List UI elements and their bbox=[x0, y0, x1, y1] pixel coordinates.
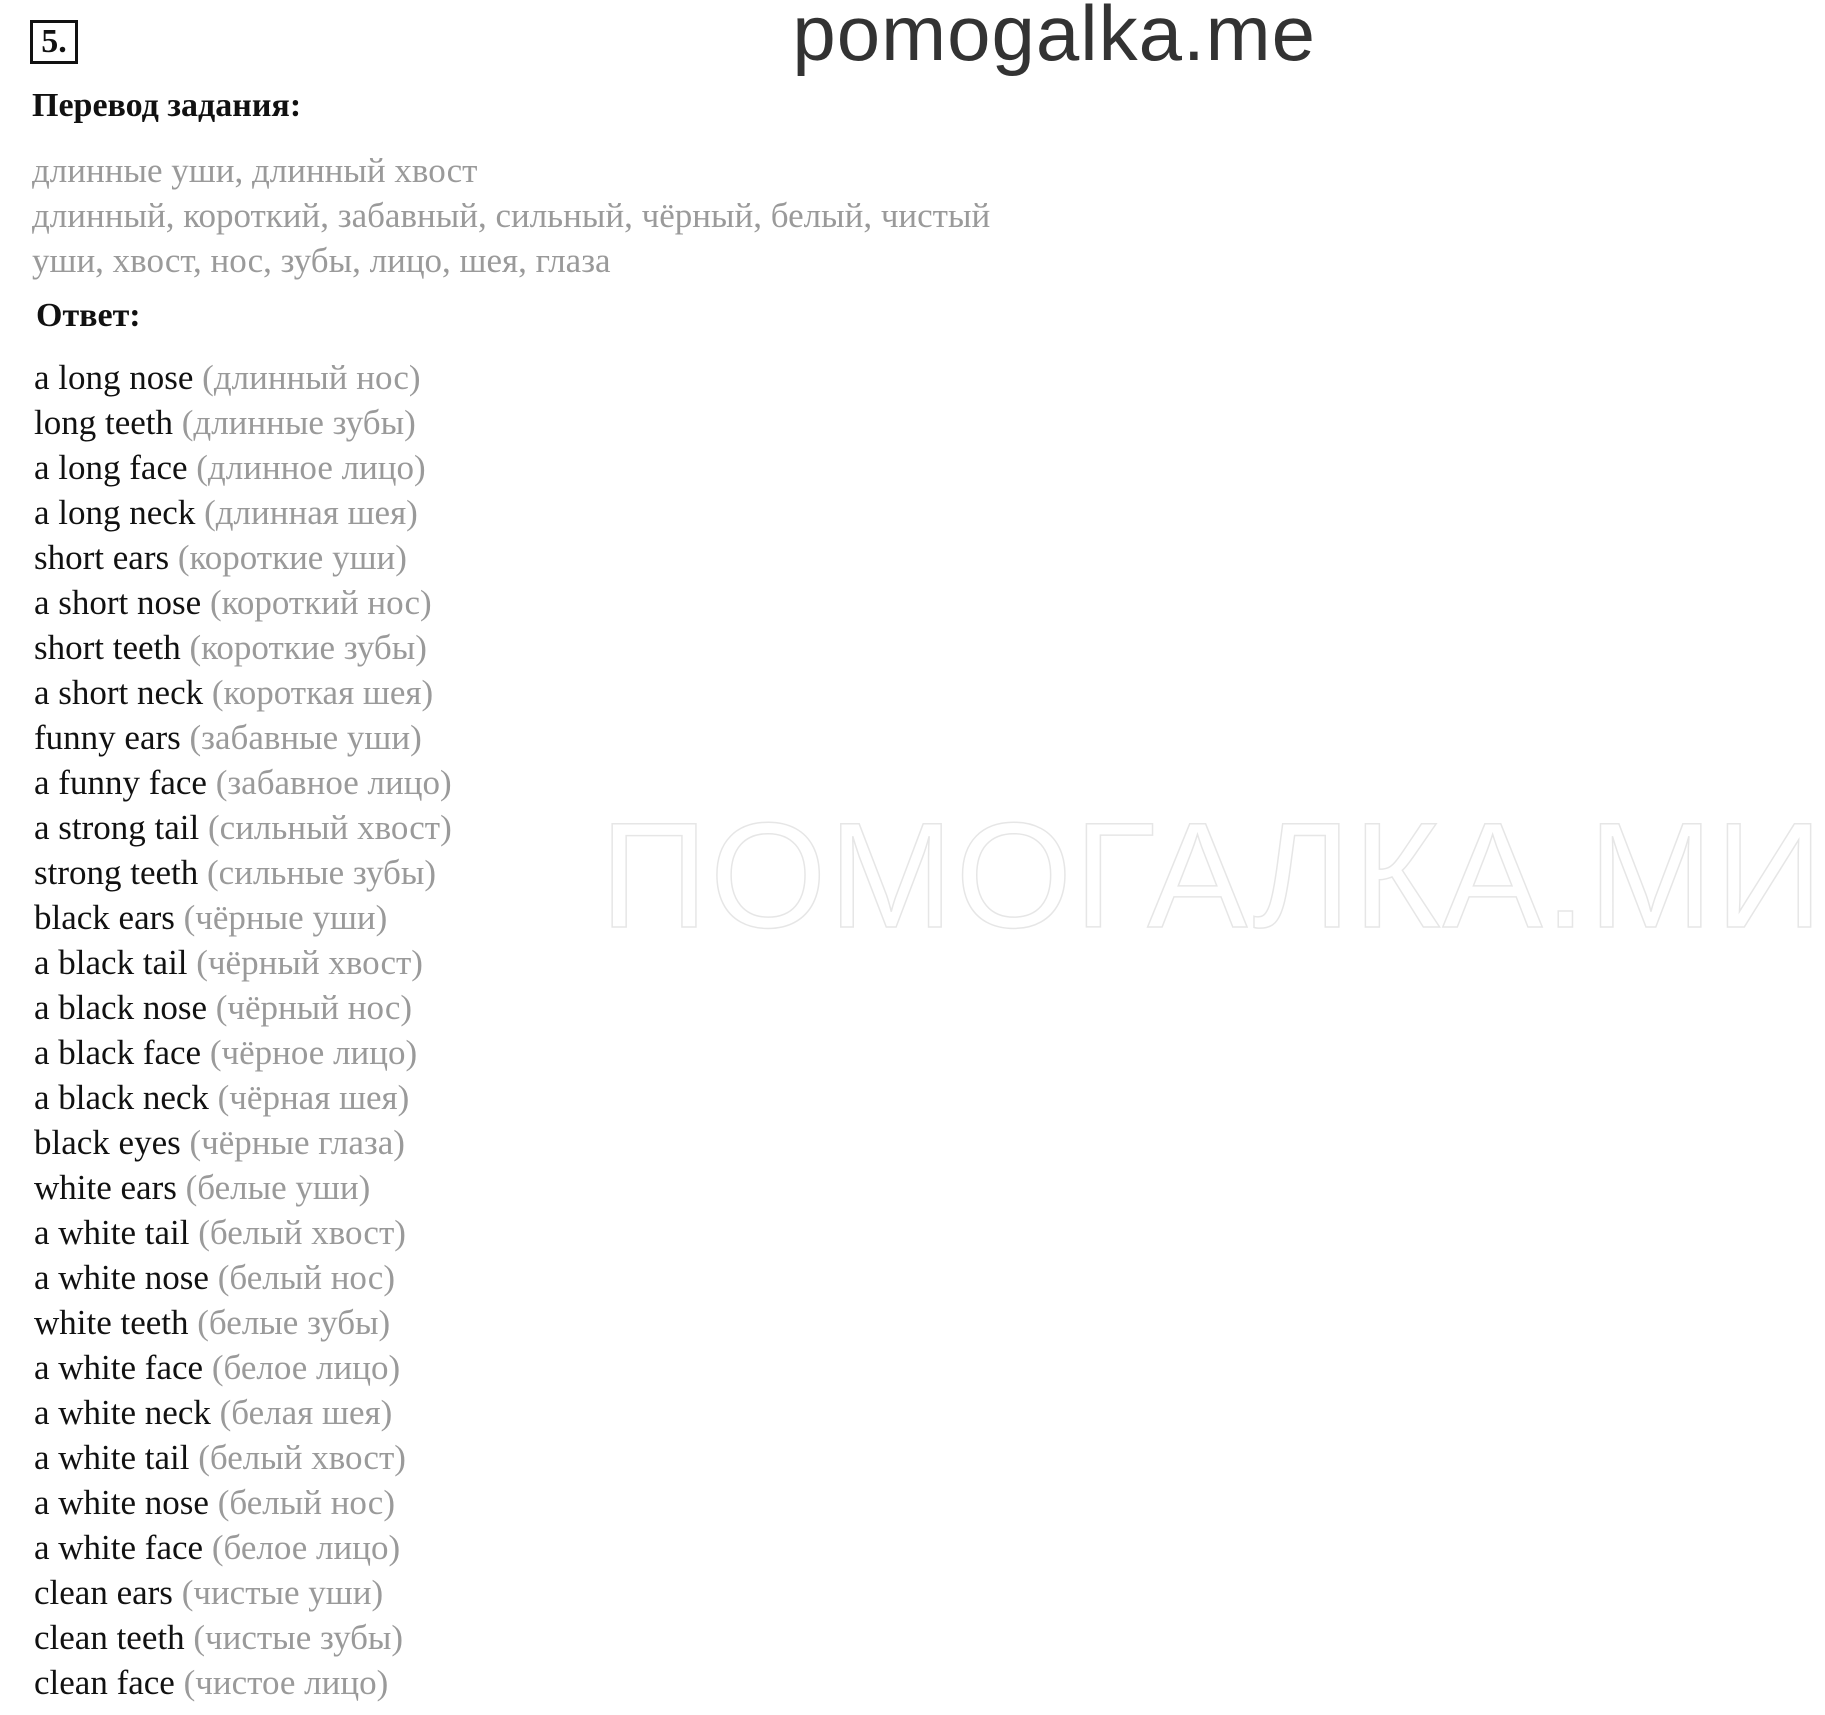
answer-russian: (длинное лицо) bbox=[196, 448, 426, 487]
answer-row bbox=[34, 805, 452, 850]
answer-list bbox=[34, 355, 452, 1705]
watermark: ПОМОГАЛКА.МИ bbox=[600, 791, 1825, 959]
answer-english: clean teeth bbox=[34, 1618, 185, 1657]
answer-russian: (белые зубы) bbox=[197, 1303, 391, 1342]
answer-row bbox=[34, 1210, 452, 1255]
answer-russian: (чистые зубы) bbox=[193, 1618, 404, 1657]
answer-russian: (короткая шея) bbox=[211, 673, 434, 712]
translation-line: уши, хвост, нос, зубы, лицо, шея, глаза bbox=[32, 241, 611, 280]
answer-english: a short nose bbox=[34, 583, 202, 622]
answer-row bbox=[34, 1165, 452, 1210]
answer-russian: (белое лицо) bbox=[211, 1348, 401, 1387]
translation-block bbox=[32, 148, 990, 283]
answer-row bbox=[34, 940, 452, 985]
task-number-box: 5. bbox=[30, 20, 78, 64]
answer-row bbox=[34, 1120, 452, 1165]
answer-russian: (забавные уши) bbox=[189, 718, 422, 757]
answer-english: clean face bbox=[34, 1663, 175, 1702]
answer-row bbox=[34, 445, 452, 490]
answer-english: funny ears bbox=[34, 718, 181, 757]
answer-english: a short neck bbox=[34, 673, 204, 712]
answer-english: white ears bbox=[34, 1168, 177, 1207]
answer-row bbox=[34, 625, 452, 670]
answer-english: a white nose bbox=[34, 1483, 209, 1522]
answer-english: strong teeth bbox=[34, 853, 199, 892]
answer-english: a black neck bbox=[34, 1078, 209, 1117]
translation-line: длинные уши, длинный хвост bbox=[32, 151, 478, 190]
answer-russian: (короткие зубы) bbox=[189, 628, 427, 667]
answer-row bbox=[34, 1525, 452, 1570]
answer-row bbox=[34, 1660, 452, 1705]
answer-english: a long nose bbox=[34, 358, 194, 397]
answer-russian: (белая шея) bbox=[219, 1393, 393, 1432]
answer-english: a black nose bbox=[34, 988, 207, 1027]
answer-row bbox=[34, 1390, 452, 1435]
answer-english: a white tail bbox=[34, 1213, 190, 1252]
answer-english: long teeth bbox=[34, 403, 173, 442]
answer-russian: (сильный хвост) bbox=[208, 808, 452, 847]
answer-english: a white nose bbox=[34, 1258, 209, 1297]
answer-english: a black tail bbox=[34, 943, 188, 982]
answer-row bbox=[34, 985, 452, 1030]
answer-russian: (белое лицо) bbox=[211, 1528, 401, 1567]
answer-row bbox=[34, 1030, 452, 1075]
answer-english: a strong tail bbox=[34, 808, 200, 847]
answer-russian: (чёрные уши) bbox=[183, 898, 388, 937]
answer-english: black eyes bbox=[34, 1123, 181, 1162]
answer-russian: (чистые уши) bbox=[181, 1573, 384, 1612]
answer-row bbox=[34, 490, 452, 535]
answer-english: short teeth bbox=[34, 628, 181, 667]
answer-english: clean ears bbox=[34, 1573, 173, 1612]
answer-russian: (чёрные глаза) bbox=[189, 1123, 405, 1162]
translation-line: длинный, короткий, забавный, сильный, чёрный, белый, чистый bbox=[32, 196, 991, 235]
answer-russian: (чёрное лицо) bbox=[209, 1033, 418, 1072]
answer-row bbox=[34, 670, 452, 715]
answer-row bbox=[34, 1255, 452, 1300]
answer-row bbox=[34, 1570, 452, 1615]
answer-russian: (белый хвост) bbox=[198, 1213, 406, 1252]
answer-row bbox=[34, 715, 452, 760]
answer-row bbox=[34, 1480, 452, 1525]
answer-heading: Ответ: bbox=[36, 297, 141, 334]
answer-row bbox=[34, 400, 452, 445]
answer-row bbox=[34, 535, 452, 580]
answer-row bbox=[34, 355, 452, 400]
answer-russian: (короткие уши) bbox=[177, 538, 407, 577]
answer-english: a white neck bbox=[34, 1393, 211, 1432]
answer-english: white teeth bbox=[34, 1303, 189, 1342]
answer-russian: (чёрный хвост) bbox=[196, 943, 423, 982]
answer-row bbox=[34, 1435, 452, 1480]
site-logo: pomogalka.me bbox=[792, 0, 1316, 77]
answer-russian: (длинные зубы) bbox=[181, 403, 416, 442]
answer-russian: (сильные зубы) bbox=[207, 853, 437, 892]
answer-english: a long neck bbox=[34, 493, 196, 532]
answer-russian: (белые уши) bbox=[185, 1168, 371, 1207]
answer-russian: (чёрный нос) bbox=[215, 988, 413, 1027]
answer-russian: (белый нос) bbox=[217, 1258, 395, 1297]
answer-row bbox=[34, 1345, 452, 1390]
answer-english: a white face bbox=[34, 1528, 204, 1567]
answer-english: a black face bbox=[34, 1033, 202, 1072]
answer-english: a funny face bbox=[34, 763, 207, 802]
answer-english: a white tail bbox=[34, 1438, 190, 1477]
answer-row bbox=[34, 1300, 452, 1345]
answer-english: a long face bbox=[34, 448, 188, 487]
answer-russian: (длинная шея) bbox=[204, 493, 418, 532]
answer-russian: (чистое лицо) bbox=[183, 1663, 389, 1702]
answer-russian: (короткий нос) bbox=[209, 583, 432, 622]
answer-russian: (белый хвост) bbox=[198, 1438, 406, 1477]
answer-row bbox=[34, 1075, 452, 1120]
answer-row bbox=[34, 580, 452, 625]
answer-russian: (чёрная шея) bbox=[217, 1078, 410, 1117]
answer-russian: (белый нос) bbox=[217, 1483, 395, 1522]
answer-row bbox=[34, 850, 452, 895]
answer-english: a white face bbox=[34, 1348, 204, 1387]
answer-russian: (длинный нос) bbox=[202, 358, 421, 397]
answer-row bbox=[34, 760, 452, 805]
answer-russian: (забавное лицо) bbox=[215, 763, 452, 802]
task-heading: Перевод задания: bbox=[32, 87, 302, 124]
answer-english: black ears bbox=[34, 898, 175, 937]
answer-row bbox=[34, 1615, 452, 1660]
answer-row bbox=[34, 895, 452, 940]
answer-english: short ears bbox=[34, 538, 170, 577]
